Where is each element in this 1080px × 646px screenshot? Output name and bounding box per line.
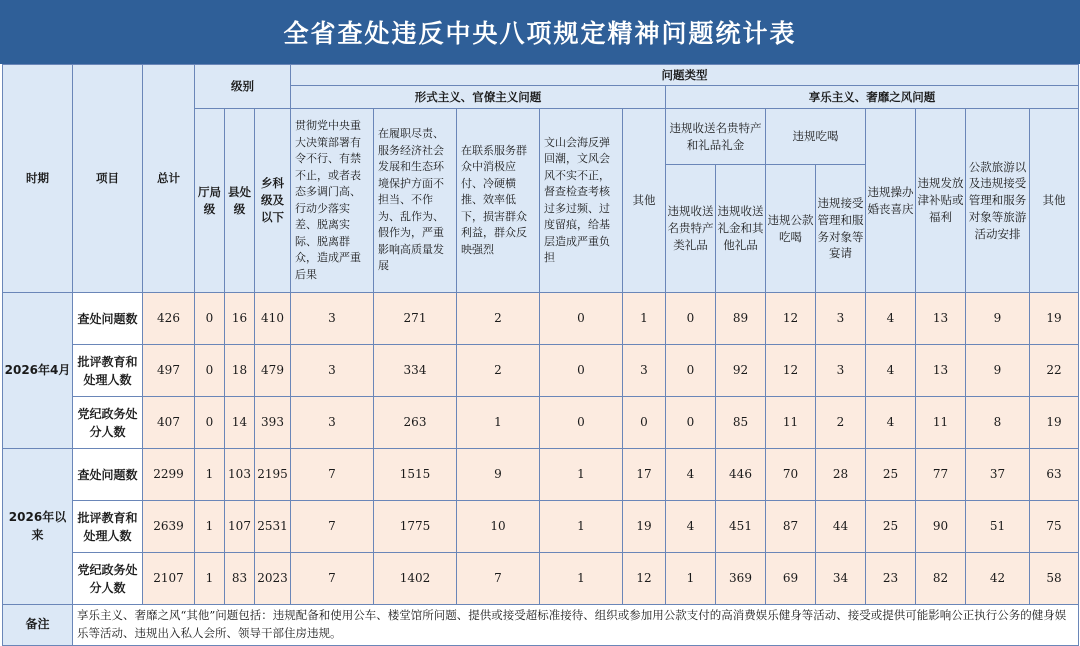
data-cell: 1 [457,397,540,449]
data-cell: 1515 [374,449,457,501]
data-cell: 1 [540,449,623,501]
data-cell: 13 [916,345,966,397]
data-cell: 92 [716,345,766,397]
data-cell: 407 [143,397,195,449]
header-level-ting: 厅局级 [195,109,225,293]
header-period: 时期 [3,65,73,293]
header-gift-1: 违规收送名贵特产类礼品 [666,165,716,293]
data-cell: 12 [766,345,816,397]
data-cell: 3 [291,397,374,449]
data-cell: 1 [540,501,623,553]
period-label: 2026年4月 [3,293,73,449]
data-cell: 1402 [374,553,457,605]
data-cell: 0 [540,345,623,397]
header-gift-group: 违规收送名贵特产和礼品礼金 [666,109,766,165]
data-cell: 0 [666,397,716,449]
data-cell: 0 [623,397,666,449]
data-cell: 19 [1030,293,1079,345]
data-cell: 1 [195,553,225,605]
data-cell: 19 [623,501,666,553]
data-cell: 14 [225,397,255,449]
data-cell: 85 [716,397,766,449]
data-cell: 1 [195,449,225,501]
data-cell: 2195 [255,449,291,501]
data-cell: 0 [195,345,225,397]
data-cell: 3 [291,345,374,397]
data-cell: 25 [866,501,916,553]
table-row [3,345,1079,397]
data-cell: 1 [623,293,666,345]
data-cell: 2 [457,345,540,397]
header-travel: 公款旅游以及违规接受管理和服务对象等旅游活动安排 [966,109,1030,293]
table-row [3,293,1079,345]
data-cell: 82 [916,553,966,605]
data-cell: 8 [966,397,1030,449]
data-cell: 22 [1030,345,1079,397]
data-cell: 34 [816,553,866,605]
data-cell: 4 [866,345,916,397]
data-cell: 13 [916,293,966,345]
data-cell: 90 [916,501,966,553]
data-cell: 4 [666,449,716,501]
header-wedding: 违规操办婚丧喜庆 [866,109,916,293]
data-cell: 7 [291,553,374,605]
header-item: 项目 [73,65,143,293]
data-cell: 9 [457,449,540,501]
header-formalism-other: 其他 [623,109,666,293]
data-cell: 2299 [143,449,195,501]
header-gift-2: 违规收送礼金和其他礼品 [716,165,766,293]
header-formalism-2: 在履职尽责、服务经济社会发展和生态环境保护方面不担当、不作为、乱作为、假作为，严重影响高质量发展 [374,109,457,293]
data-cell: 497 [143,345,195,397]
data-cell: 3 [623,345,666,397]
data-cell: 7 [457,553,540,605]
data-cell: 12 [766,293,816,345]
header-formalism-1: 贯彻党中央重大决策部署有令不行、有禁不止，或者表态多调门高、行动少落实差、脱离实际、脱离群众，造成严重后果 [291,109,374,293]
data-cell: 19 [1030,397,1079,449]
data-cell: 16 [225,293,255,345]
data-cell: 63 [1030,449,1079,501]
data-cell: 70 [766,449,816,501]
data-cell: 11 [766,397,816,449]
data-cell: 0 [195,397,225,449]
data-cell: 0 [540,397,623,449]
data-cell: 87 [766,501,816,553]
data-cell: 7 [291,449,374,501]
data-cell: 51 [966,501,1030,553]
header-hedonism: 享乐主义、奢靡之风问题 [666,86,1079,109]
data-cell: 25 [866,449,916,501]
data-cell: 0 [666,345,716,397]
data-cell: 3 [816,293,866,345]
row-item-label: 查处问题数 [73,293,143,345]
data-cell: 37 [966,449,1030,501]
table-row [3,397,1079,449]
row-item-label: 批评教育和处理人数 [73,345,143,397]
header-total: 总计 [143,65,195,293]
row-item-label: 查处问题数 [73,449,143,501]
header-subsidy: 违规发放津补贴或福利 [916,109,966,293]
data-cell: 0 [540,293,623,345]
data-cell: 2639 [143,501,195,553]
data-cell: 11 [916,397,966,449]
data-cell: 1 [666,553,716,605]
data-cell: 18 [225,345,255,397]
table-row [3,449,1079,501]
data-cell: 12 [623,553,666,605]
header-formalism-4: 文山会海反弹回潮，文风会风不实不正，督查检查考核过多过频、过度留痕，给基层造成严重负担 [540,109,623,293]
data-cell: 0 [666,293,716,345]
data-cell: 69 [766,553,816,605]
data-cell: 4 [866,397,916,449]
data-cell: 107 [225,501,255,553]
note-label: 备注 [3,605,73,646]
data-cell: 2531 [255,501,291,553]
data-cell: 44 [816,501,866,553]
header-problem-type: 问题类型 [291,65,1079,86]
header-hedonism-other: 其他 [1030,109,1079,293]
header-eat-1: 违规公款吃喝 [766,165,816,293]
data-cell: 75 [1030,501,1079,553]
data-cell: 0 [195,293,225,345]
data-cell: 17 [623,449,666,501]
data-cell: 77 [916,449,966,501]
header-level-xian: 县处级 [225,109,255,293]
row-item-label: 党纪政务处分人数 [73,553,143,605]
page-title: 全省查处违反中央八项规定精神问题统计表 [0,0,1080,64]
data-cell: 58 [1030,553,1079,605]
data-cell: 7 [291,501,374,553]
stats-table [2,64,1079,646]
header-level-xiang: 乡科级及以下 [255,109,291,293]
data-cell: 1775 [374,501,457,553]
data-cell: 28 [816,449,866,501]
data-cell: 23 [866,553,916,605]
header-eat-2: 违规接受管理和服务对象等宴请 [816,165,866,293]
data-cell: 42 [966,553,1030,605]
data-cell: 263 [374,397,457,449]
header-level: 级别 [195,65,291,109]
row-item-label: 批评教育和处理人数 [73,501,143,553]
data-cell: 410 [255,293,291,345]
data-cell: 446 [716,449,766,501]
data-cell: 2107 [143,553,195,605]
note-text: 享乐主义、奢靡之风“其他”问题包括：违规配备和使用公车、楼堂馆所问题、提供或接受超标准接待、组织或参加用公款支付的高消费娱乐健身等活动、接受或提供可能影响公正执行公务的健身娱乐等活动、违规出入私人会所、领导干部住房违规。 [73,605,1079,646]
data-cell: 2 [816,397,866,449]
data-cell: 4 [866,293,916,345]
data-cell: 1 [540,553,623,605]
data-cell: 103 [225,449,255,501]
header-formalism: 形式主义、官僚主义问题 [291,86,666,109]
data-cell: 3 [816,345,866,397]
data-cell: 451 [716,501,766,553]
data-cell: 2023 [255,553,291,605]
data-cell: 83 [225,553,255,605]
data-cell: 10 [457,501,540,553]
row-item-label: 党纪政务处分人数 [73,397,143,449]
data-cell: 1 [195,501,225,553]
table-row [3,501,1079,553]
data-cell: 9 [966,293,1030,345]
period-label: 2026年以来 [3,449,73,605]
data-cell: 89 [716,293,766,345]
data-cell: 393 [255,397,291,449]
header-eat-group: 违规吃喝 [766,109,866,165]
data-cell: 426 [143,293,195,345]
header-formalism-3: 在联系服务群众中消极应付、冷硬横推、效率低下，损害群众利益，群众反映强烈 [457,109,540,293]
data-cell: 271 [374,293,457,345]
data-cell: 479 [255,345,291,397]
data-cell: 2 [457,293,540,345]
data-cell: 9 [966,345,1030,397]
data-cell: 334 [374,345,457,397]
data-cell: 4 [666,501,716,553]
data-cell: 3 [291,293,374,345]
table-body [3,293,1079,605]
table-row [3,553,1079,605]
data-cell: 369 [716,553,766,605]
